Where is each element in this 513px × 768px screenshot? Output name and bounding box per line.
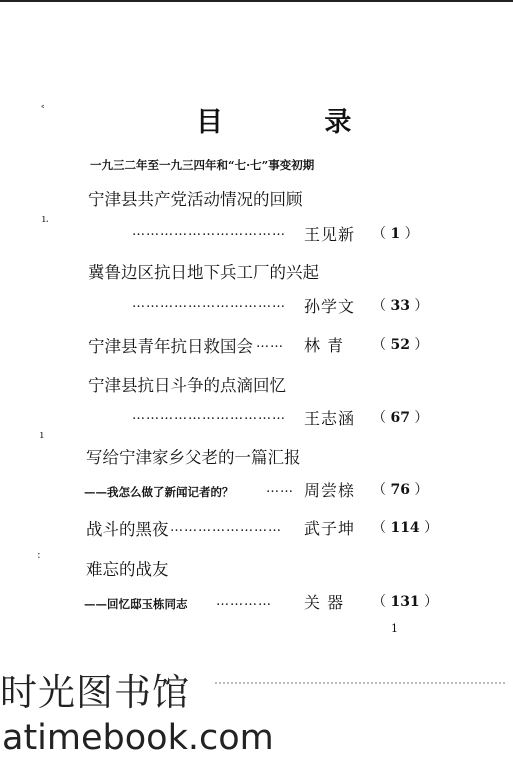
toc-entry-page[interactable]: （ 52 ） <box>372 337 429 353</box>
toc-entry-author: 王志涵 <box>304 409 356 428</box>
watermark-url: atimebook.com <box>2 718 274 758</box>
page-title: 目 录 <box>196 107 398 138</box>
toc-entry-title[interactable]: 战斗的黑夜 <box>86 520 169 539</box>
scan-mark: : <box>37 548 41 561</box>
toc-entry-page[interactable]: （ 67 ） <box>372 410 429 426</box>
toc-entry-author: 孙学文 <box>304 297 356 316</box>
scan-mark: ı. <box>42 212 50 225</box>
toc-leader-dots: …………………………… <box>132 408 286 423</box>
toc-entry-title[interactable]: 难忘的战友 <box>86 560 169 579</box>
toc-entry-title[interactable]: 宁津县抗日斗争的点滴回忆 <box>88 376 286 395</box>
toc-leader-dots: …………………………… <box>132 296 286 311</box>
footer-page-number: 1 <box>391 622 398 635</box>
toc-leader-dots: …… <box>256 336 284 351</box>
toc-entry-page[interactable]: （ 33 ） <box>372 298 429 314</box>
toc-entry-author: 周尝榇 <box>304 481 356 500</box>
scan-mark: ˂ <box>40 104 46 117</box>
toc-entry-title[interactable]: 写给宁津家乡父老的一篇汇报 <box>86 448 301 467</box>
toc-leader-dots: ………… <box>216 594 272 609</box>
section-heading: 一九三二年至一九三四年和“七·七”事变初期 <box>90 158 315 172</box>
toc-entry-title[interactable]: 宁津县共产党活动情况的回顾 <box>88 190 303 209</box>
toc-entry-subtitle: ——我怎么做了新闻记者的？ <box>84 485 234 499</box>
toc-entry-page[interactable]: （ 1 ） <box>372 226 419 242</box>
toc-entry-subtitle: ——回忆邸玉栋同志 <box>84 597 188 611</box>
toc-entry-page[interactable]: （ 131 ） <box>372 594 439 610</box>
toc-leader-dots: …………………………… <box>132 224 286 239</box>
toc-entry-page[interactable]: （ 76 ） <box>372 482 429 498</box>
toc-entry-author: 林 青 <box>304 336 345 355</box>
toc-entry-title[interactable]: 宁津县青年抗日救国会 <box>88 337 253 356</box>
toc-entry-author: 王见新 <box>304 225 356 244</box>
toc-entry-author: 关 器 <box>304 593 345 612</box>
toc-entry-page[interactable]: （ 114 ） <box>372 520 439 536</box>
scan-mark: ı <box>40 428 44 441</box>
scan-noise <box>215 682 505 686</box>
watermark-title: 时光图书馆 <box>0 671 190 714</box>
toc-entry-title[interactable]: 冀鲁边区抗日地下兵工厂的兴起 <box>88 263 319 282</box>
toc-entry-author: 武子坤 <box>304 519 356 538</box>
top-border <box>0 0 513 2</box>
toc-leader-dots: …………………… <box>170 520 282 535</box>
toc-leader-dots: …… <box>266 481 294 496</box>
